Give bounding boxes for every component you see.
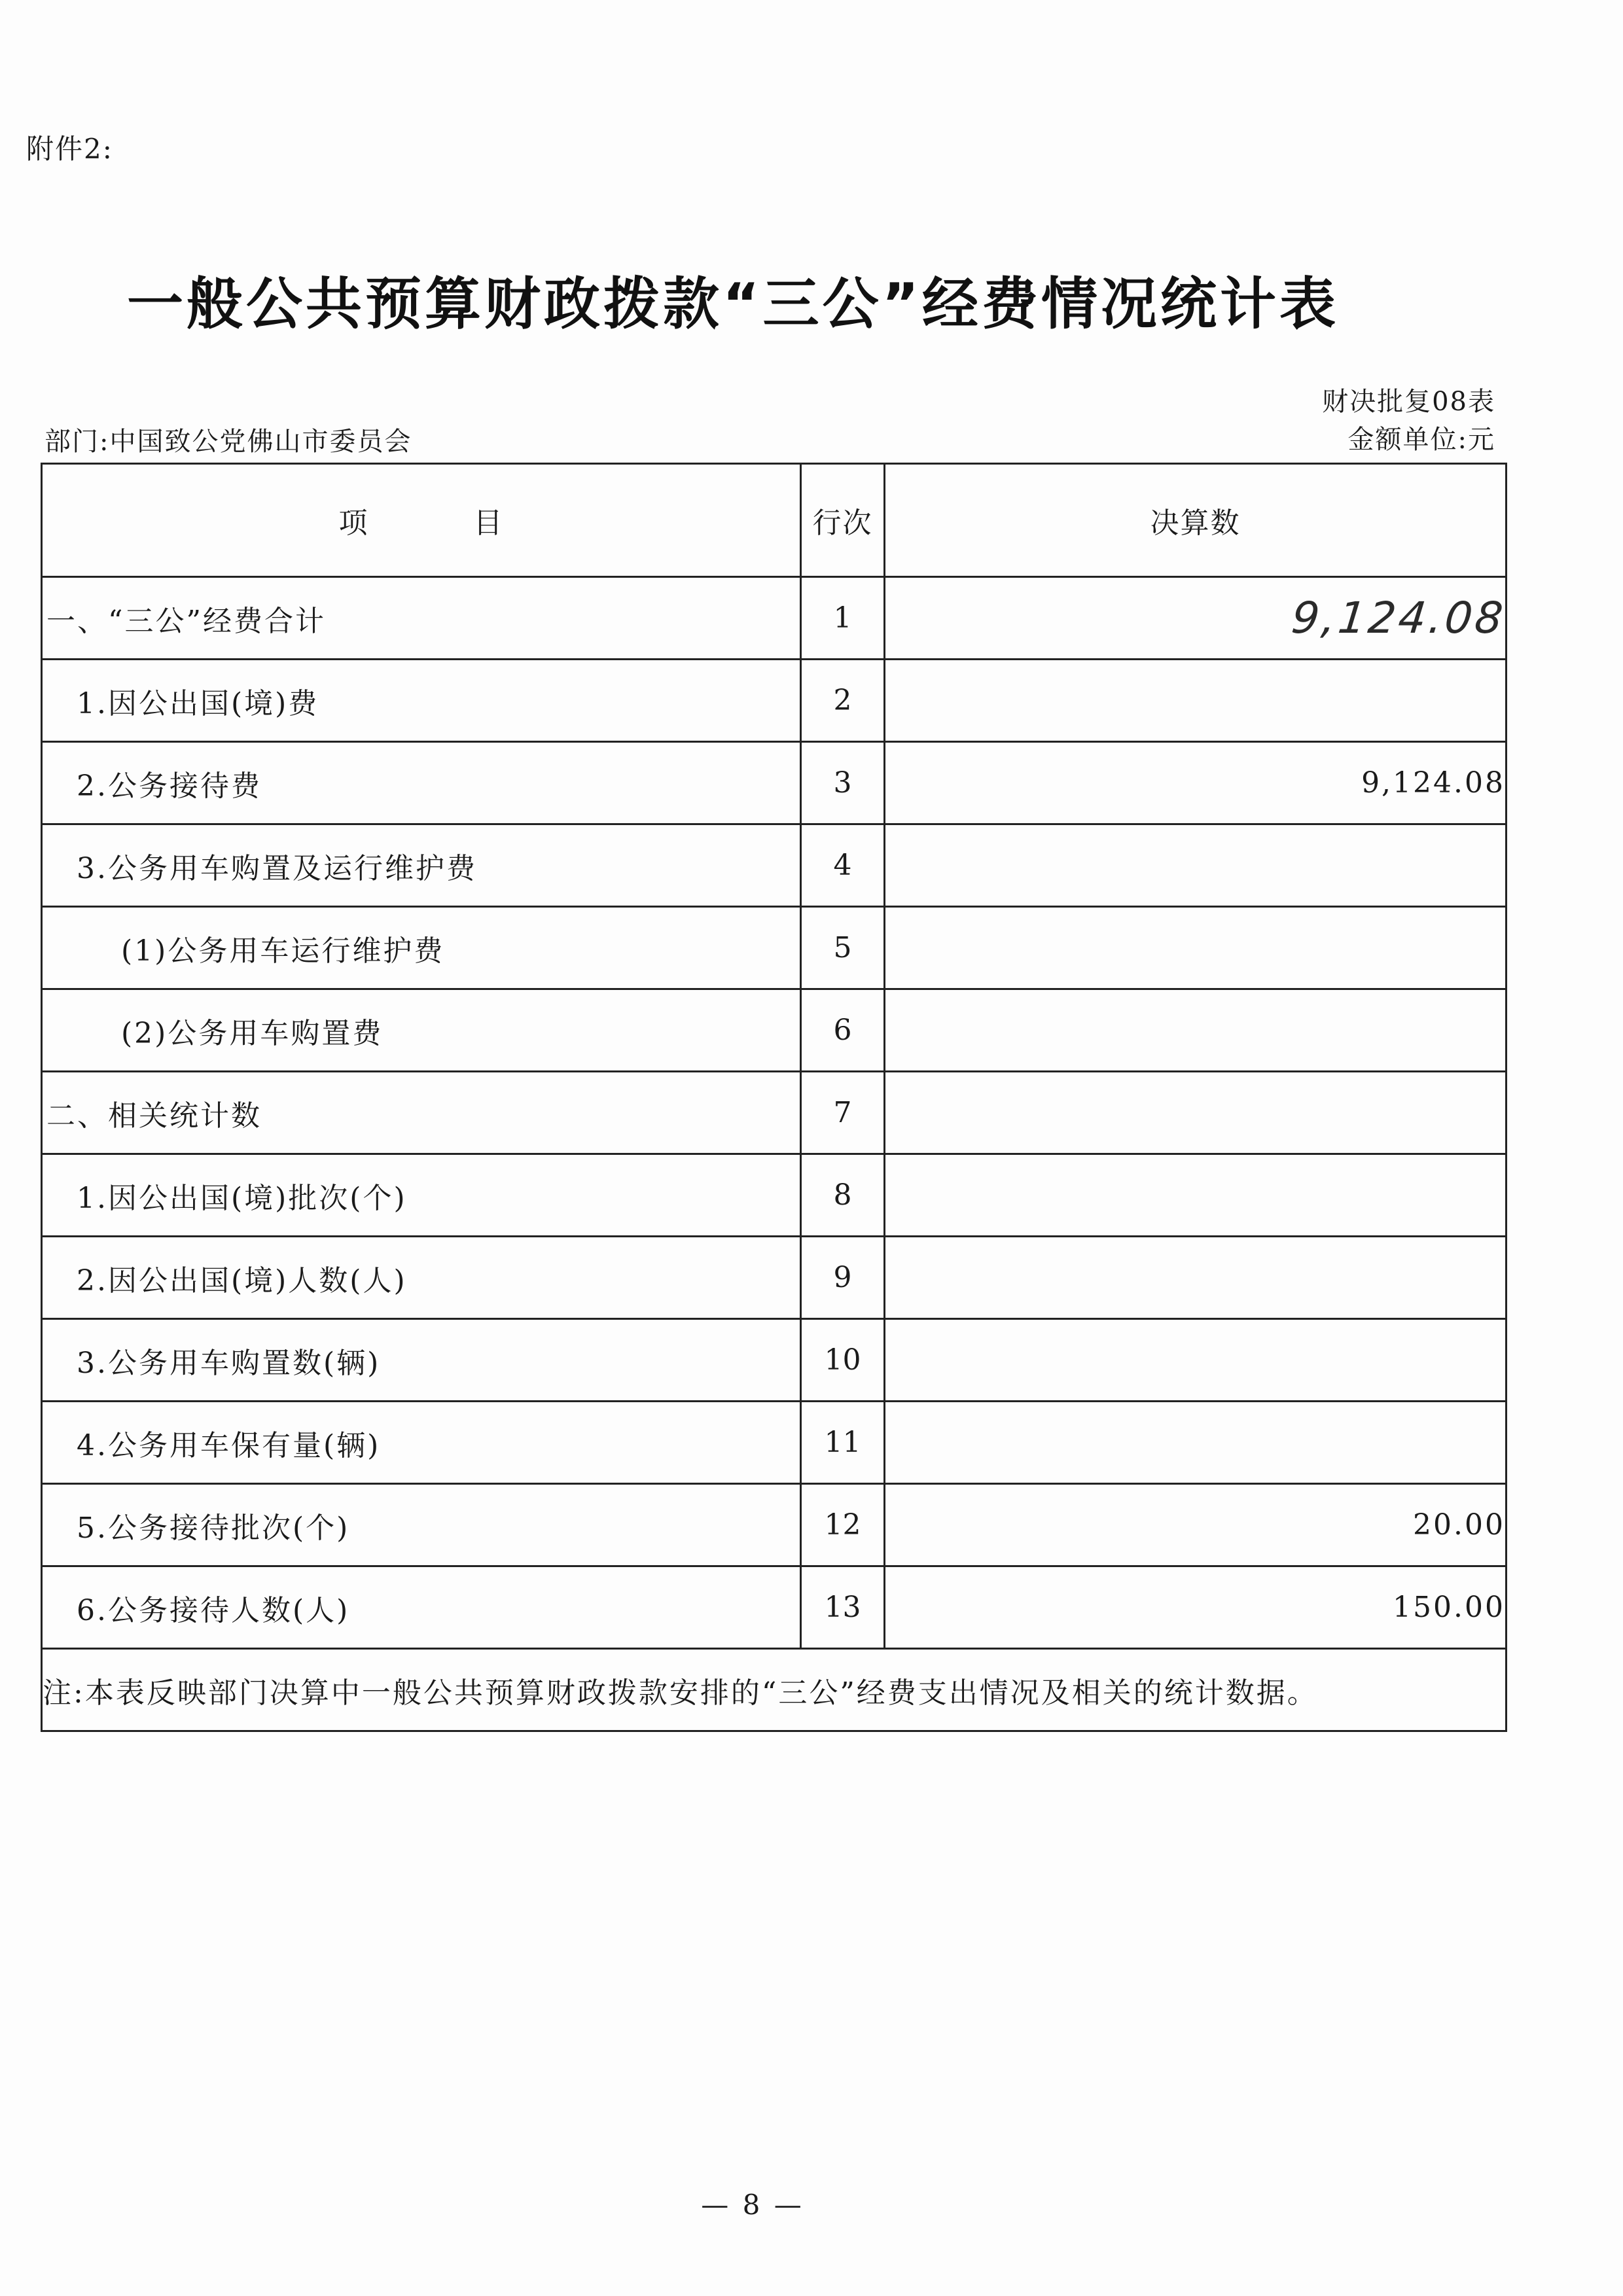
- row-amount: [885, 1154, 1507, 1237]
- page-number: — 8 —: [701, 2189, 804, 2221]
- note-row: [42, 1649, 1507, 1731]
- table-header-row: [42, 464, 1507, 577]
- table-note: 注:本表反映部门决算中一般公共预算财政拨款安排的“三公”经费支出情况及相关的统计数据。: [42, 1649, 1507, 1731]
- row-number: 1: [801, 577, 885, 660]
- row-item-label: 2.因公出国(境)人数(人): [42, 1237, 801, 1319]
- form-code: 财决批复08表: [1322, 387, 1495, 417]
- header-item-right: 目: [473, 506, 504, 540]
- row-amount: [885, 907, 1507, 989]
- row-item-label: 5.公务接待批次(个): [42, 1484, 801, 1566]
- row-amount: [885, 1402, 1507, 1484]
- row-amount: [885, 989, 1507, 1072]
- row-number: 4: [801, 824, 885, 907]
- row-number: 3: [801, 742, 885, 824]
- table-row: [42, 1484, 1507, 1566]
- row-amount: [885, 824, 1507, 907]
- table-row: [42, 577, 1507, 660]
- attachment-label: 附件2:: [26, 133, 113, 165]
- row-item-label: 3.公务用车购置及运行维护费: [42, 824, 801, 907]
- table-body: [42, 577, 1507, 1649]
- row-item-label: 一、“三公”经费合计: [42, 577, 801, 660]
- table-row: [42, 907, 1507, 989]
- table-row: [42, 1154, 1507, 1237]
- header-item-left: 项: [338, 506, 369, 540]
- row-amount: 20.00: [885, 1484, 1507, 1566]
- row-amount: [885, 1072, 1507, 1154]
- meta-right: [1322, 383, 1495, 459]
- row-amount: [885, 1319, 1507, 1402]
- row-number: 9: [801, 1237, 885, 1319]
- row-item-label: 1.因公出国(境)批次(个): [42, 1154, 801, 1237]
- row-number: 8: [801, 1154, 885, 1237]
- table-row: [42, 1319, 1507, 1402]
- row-item-label: 6.公务接待人数(人): [42, 1566, 801, 1649]
- table-row: [42, 1072, 1507, 1154]
- expense-table: [41, 463, 1507, 1732]
- row-number: 5: [801, 907, 885, 989]
- row-number: 6: [801, 989, 885, 1072]
- table-row: [42, 1566, 1507, 1649]
- row-item-label: 3.公务用车购置数(辆): [42, 1319, 801, 1402]
- amount-unit: 金额单位:元: [1347, 425, 1495, 455]
- table-row: [42, 989, 1507, 1072]
- row-number: 13: [801, 1566, 885, 1649]
- table-row: [42, 660, 1507, 742]
- row-item-label: 4.公务用车保有量(辆): [42, 1402, 801, 1484]
- department: 部门:中国致公党佛山市委员会: [45, 427, 412, 457]
- row-amount: 9,124.08: [885, 742, 1507, 824]
- handwritten-amount: 9,124.08: [1289, 593, 1508, 643]
- row-amount: [885, 1237, 1507, 1319]
- row-number: 11: [801, 1402, 885, 1484]
- row-amount: [885, 660, 1507, 742]
- row-amount: [885, 577, 1507, 660]
- row-number: 12: [801, 1484, 885, 1566]
- table-row: [42, 824, 1507, 907]
- table-row: [42, 1402, 1507, 1484]
- row-number: 7: [801, 1072, 885, 1154]
- row-number: 2: [801, 660, 885, 742]
- row-item-label: 1.因公出国(境)费: [42, 660, 801, 742]
- row-item-label: 二、相关统计数: [42, 1072, 801, 1154]
- table-row: [42, 1237, 1507, 1319]
- document-title: 一般公共预算财政拨款“三公”经费情况统计表: [126, 272, 1340, 337]
- row-item-label: (2)公务用车购置费: [42, 989, 801, 1072]
- header-amount: 决算数: [885, 464, 1507, 577]
- header-item: [42, 464, 801, 577]
- row-item-label: 2.公务接待费: [42, 742, 801, 824]
- table-row: [42, 742, 1507, 824]
- row-item-label: (1)公务用车运行维护费: [42, 907, 801, 989]
- header-row-no: 行次: [801, 464, 885, 577]
- row-number: 10: [801, 1319, 885, 1402]
- row-amount: 150.00: [885, 1566, 1507, 1649]
